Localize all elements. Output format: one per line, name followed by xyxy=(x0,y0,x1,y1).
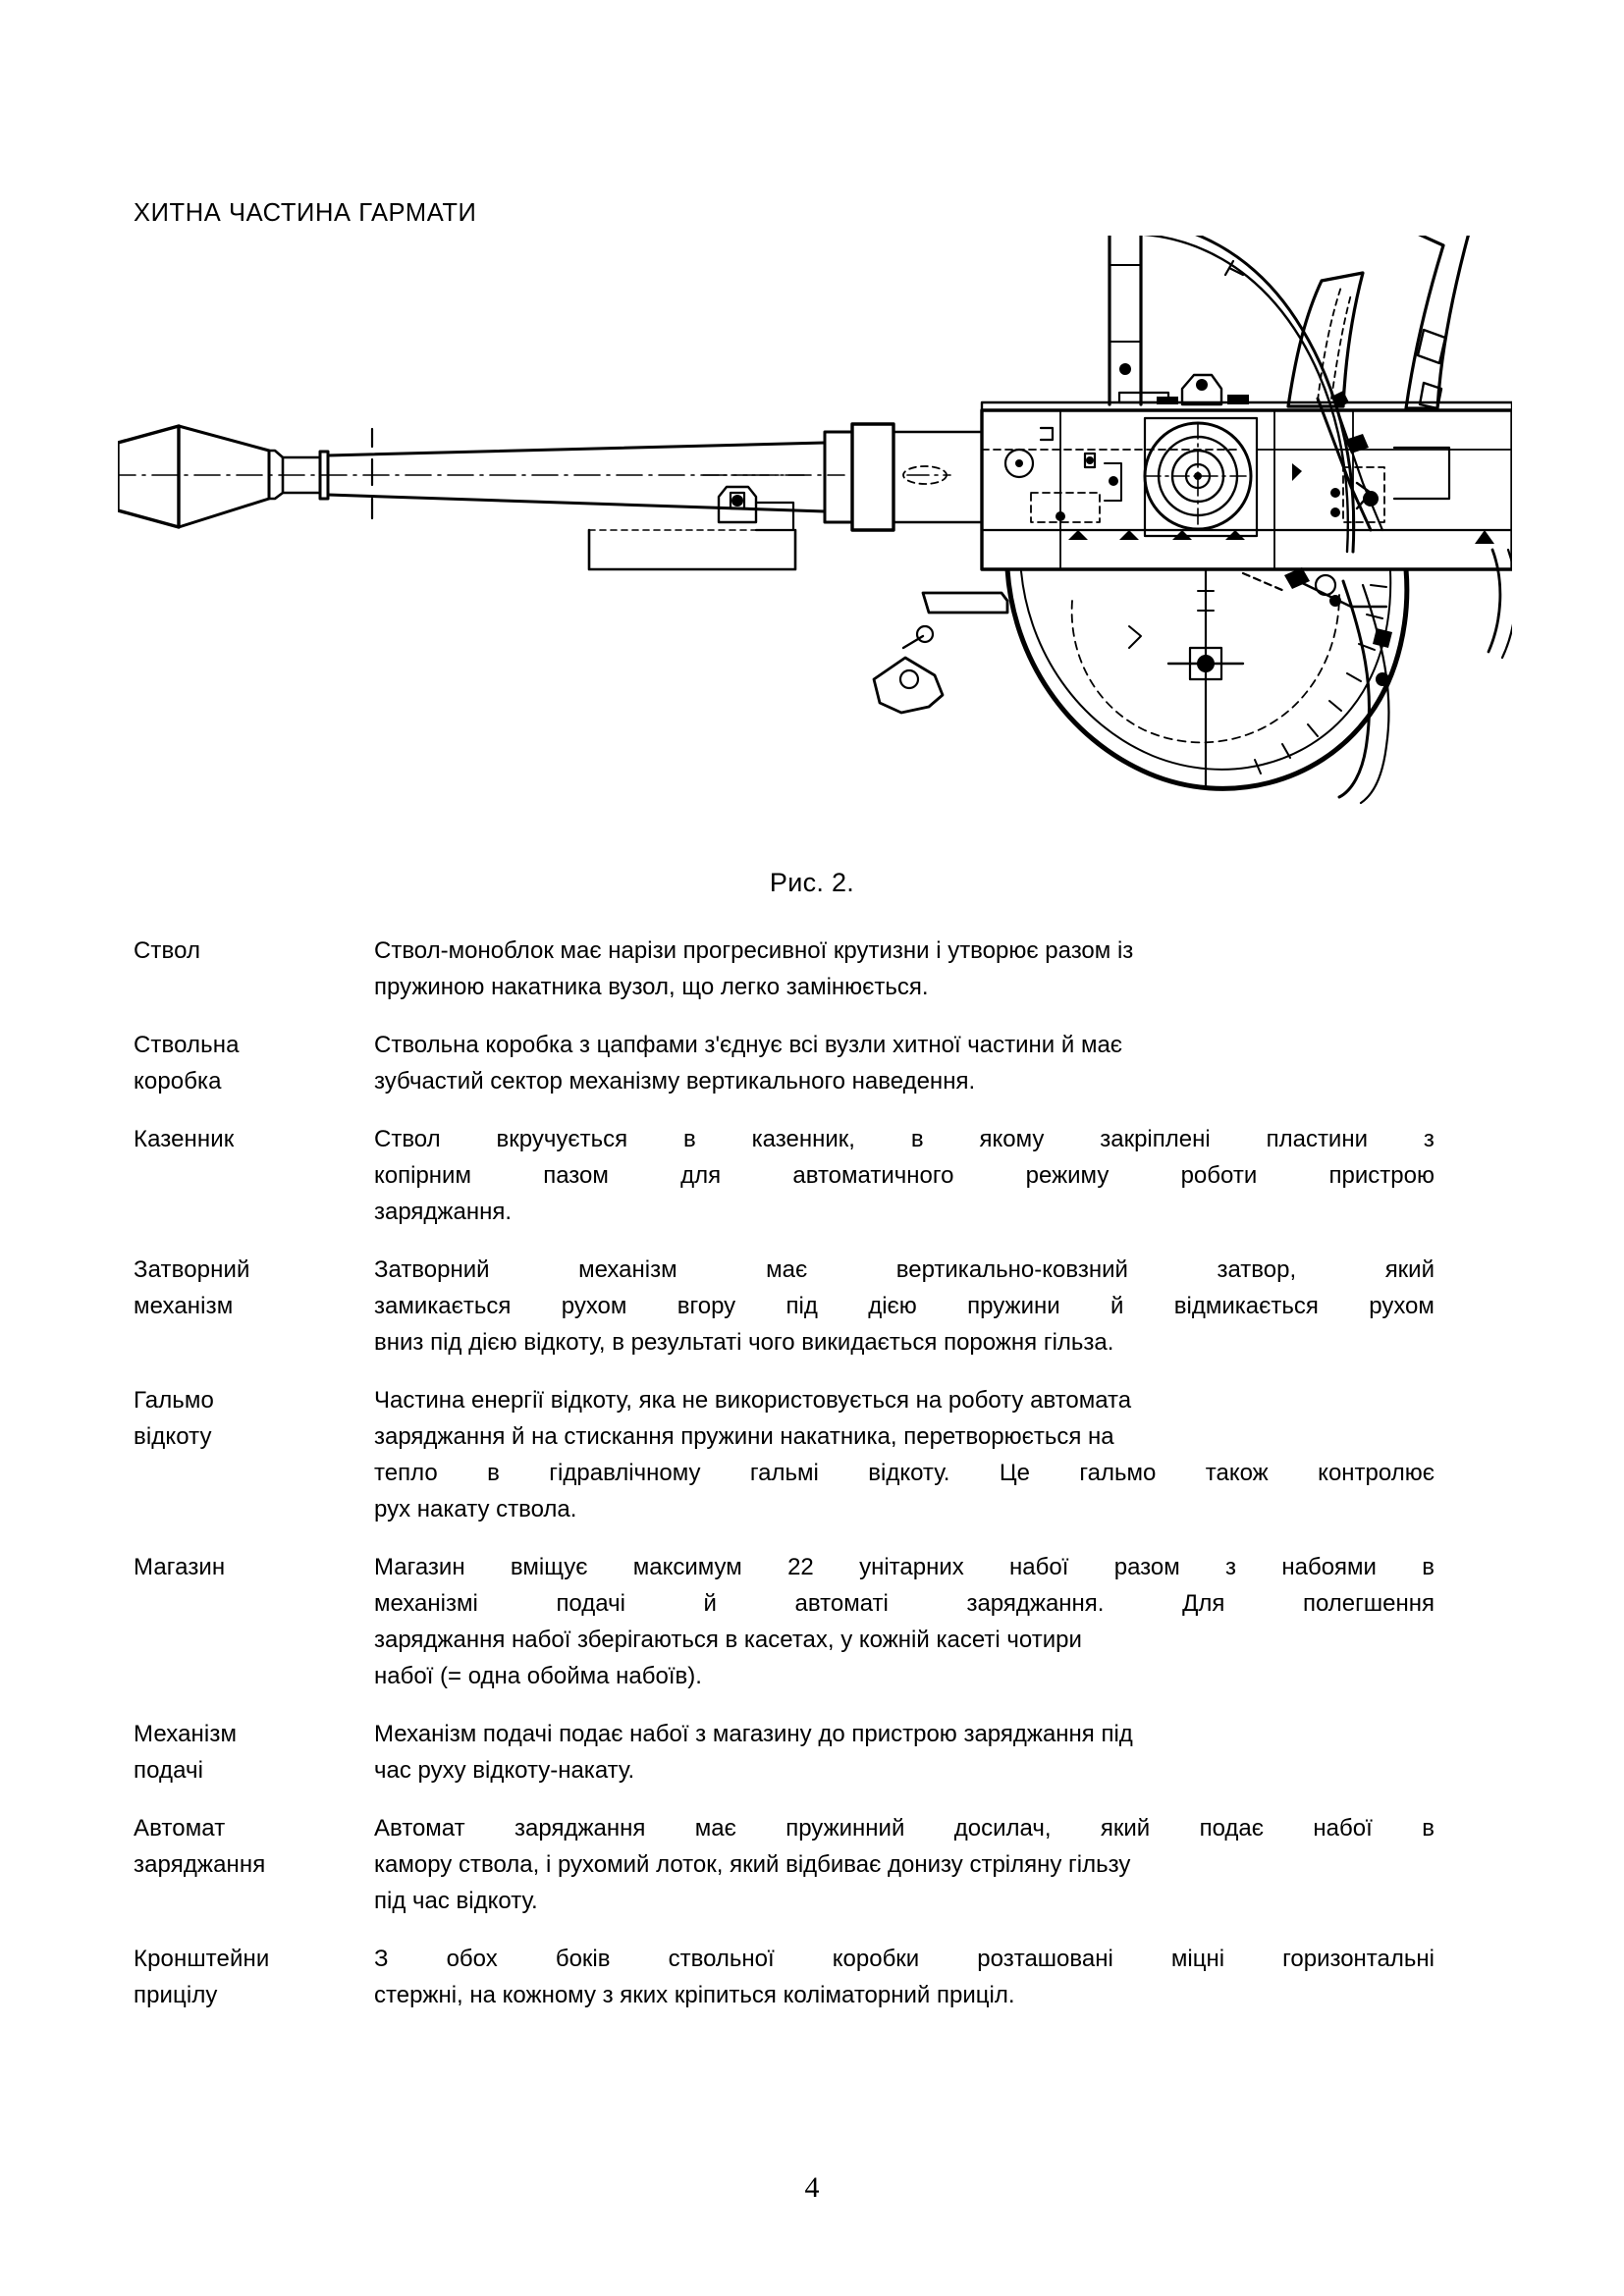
specification-list xyxy=(134,933,1435,2035)
spec-term-line: Ствольна xyxy=(134,1032,240,1058)
spec-description-line: час руху відкоту-накату. xyxy=(374,1757,635,1784)
spec-term-line: Ствол xyxy=(134,937,201,964)
spec-term-line: відкоту xyxy=(134,1423,212,1450)
spec-row xyxy=(134,1810,1435,1919)
spec-description-line: Ствольна коробка з цапфами з'єднує всі вузли хитної частини й має xyxy=(374,1032,1123,1058)
spec-term-line: Кронштейни xyxy=(134,1946,270,1972)
spec-description-line: вниз під дією відкоту, в результаті чого викидається порожня гільза. xyxy=(374,1329,1114,1356)
spec-description xyxy=(374,1549,1435,1694)
spec-term-line: коробка xyxy=(134,1068,222,1095)
spec-description-line: копірним пазом для автоматичного режиму роботи пристрою xyxy=(374,1162,1435,1189)
spec-description xyxy=(374,1121,1435,1230)
spec-term xyxy=(134,1027,374,1099)
spec-term-line: Механізм xyxy=(134,1721,238,1747)
spec-term xyxy=(134,933,374,969)
figure-caption: Рис. 2. xyxy=(769,868,855,897)
spec-term-line: Гальмо xyxy=(134,1387,214,1414)
spec-description-line: заряджання й на стискання пружини накатника, перетворюється на xyxy=(374,1423,1114,1450)
spec-description-line: під час відкоту. xyxy=(374,1888,538,1914)
spec-term xyxy=(134,1716,374,1789)
spec-description-line: Ствол вкручується в казенник, в якому закріплені пластини з xyxy=(374,1126,1435,1152)
spec-description xyxy=(374,1382,1435,1527)
spec-description-line: камору ствола, і рухомий лоток, який відбиває донизу стріляну гільзу xyxy=(374,1851,1131,1878)
spec-description-line: пружиною накатника вузол, що легко замінюється. xyxy=(374,974,929,1000)
spec-term-line: Автомат xyxy=(134,1815,226,1842)
spec-description-line: механізмі подачі й автоматі заряджання. Для полегшення xyxy=(374,1590,1435,1617)
spec-row xyxy=(134,1716,1435,1789)
gun-oscillating-mass-line-art xyxy=(118,236,1512,864)
spec-term xyxy=(134,1252,374,1324)
spec-row xyxy=(134,1252,1435,1361)
spec-term xyxy=(134,1941,374,2013)
spec-description xyxy=(374,1252,1435,1361)
page-title: ХИТНА ЧАСТИНА ГАРМАТИ xyxy=(134,199,477,227)
page-number: 4 xyxy=(804,2171,820,2204)
spec-term xyxy=(134,1382,374,1455)
spec-term xyxy=(134,1549,374,1585)
spec-description xyxy=(374,933,1435,1005)
spec-term-line: механізм xyxy=(134,1293,234,1319)
spec-description-line: Механізм подачі подає набої з магазину до пристрою заряджання під xyxy=(374,1721,1133,1747)
spec-row xyxy=(134,1027,1435,1099)
spec-term xyxy=(134,1121,374,1157)
spec-description xyxy=(374,1716,1435,1789)
spec-description-line: тепло в гідравлічному гальмі відкоту. Це гальмо також контролює xyxy=(374,1460,1435,1486)
figure-gun-drawing xyxy=(118,236,1512,864)
spec-term-line: прицілу xyxy=(134,1982,218,2008)
spec-description-line: рух накату ствола. xyxy=(374,1496,577,1522)
spec-description-line: Ствол-моноблок має нарізи прогресивної крутизни і утворює разом із xyxy=(374,937,1134,964)
spec-row xyxy=(134,1941,1435,2013)
spec-term-line: Магазин xyxy=(134,1554,226,1580)
spec-row xyxy=(134,1549,1435,1694)
spec-description-line: зубчастий сектор механізму вертикального наведення. xyxy=(374,1068,976,1095)
spec-description-line: замикається рухом вгору під дією пружини й відмикається рухом xyxy=(374,1293,1435,1319)
spec-row xyxy=(134,1382,1435,1527)
spec-term-line: подачі xyxy=(134,1757,204,1784)
spec-term xyxy=(134,1810,374,1883)
spec-description-line: заряджання. xyxy=(374,1199,513,1225)
spec-term-line: заряджання xyxy=(134,1851,266,1878)
spec-description xyxy=(374,1810,1435,1919)
spec-description xyxy=(374,1027,1435,1099)
spec-description xyxy=(374,1941,1435,2013)
spec-term-line: Казенник xyxy=(134,1126,235,1152)
spec-description-line: Затворний механізм має вертикально-ковзний затвор, який xyxy=(374,1256,1435,1283)
spec-description-line: стержні, на кожному з яких кріпиться коліматорний приціл. xyxy=(374,1982,1015,2008)
spec-row xyxy=(134,933,1435,1005)
spec-description-line: Автомат заряджання має пружинний досилач, який подає набої в xyxy=(374,1815,1435,1842)
spec-row xyxy=(134,1121,1435,1230)
spec-term-line: Затворний xyxy=(134,1256,250,1283)
spec-description-line: заряджання набої зберігаються в касетах, у кожній касеті чотири xyxy=(374,1627,1082,1653)
spec-description-line: З обох боків ствольної коробки розташовані міцні горизонтальні xyxy=(374,1946,1435,1972)
spec-description-line: Магазин вміщує максимум 22 унітарних набої разом з набоями в xyxy=(374,1554,1435,1580)
spec-description-line: набої (= одна обойма набоїв). xyxy=(374,1663,702,1689)
spec-description-line: Частина енергії відкоту, яка не використовується на роботу автомата xyxy=(374,1387,1132,1414)
